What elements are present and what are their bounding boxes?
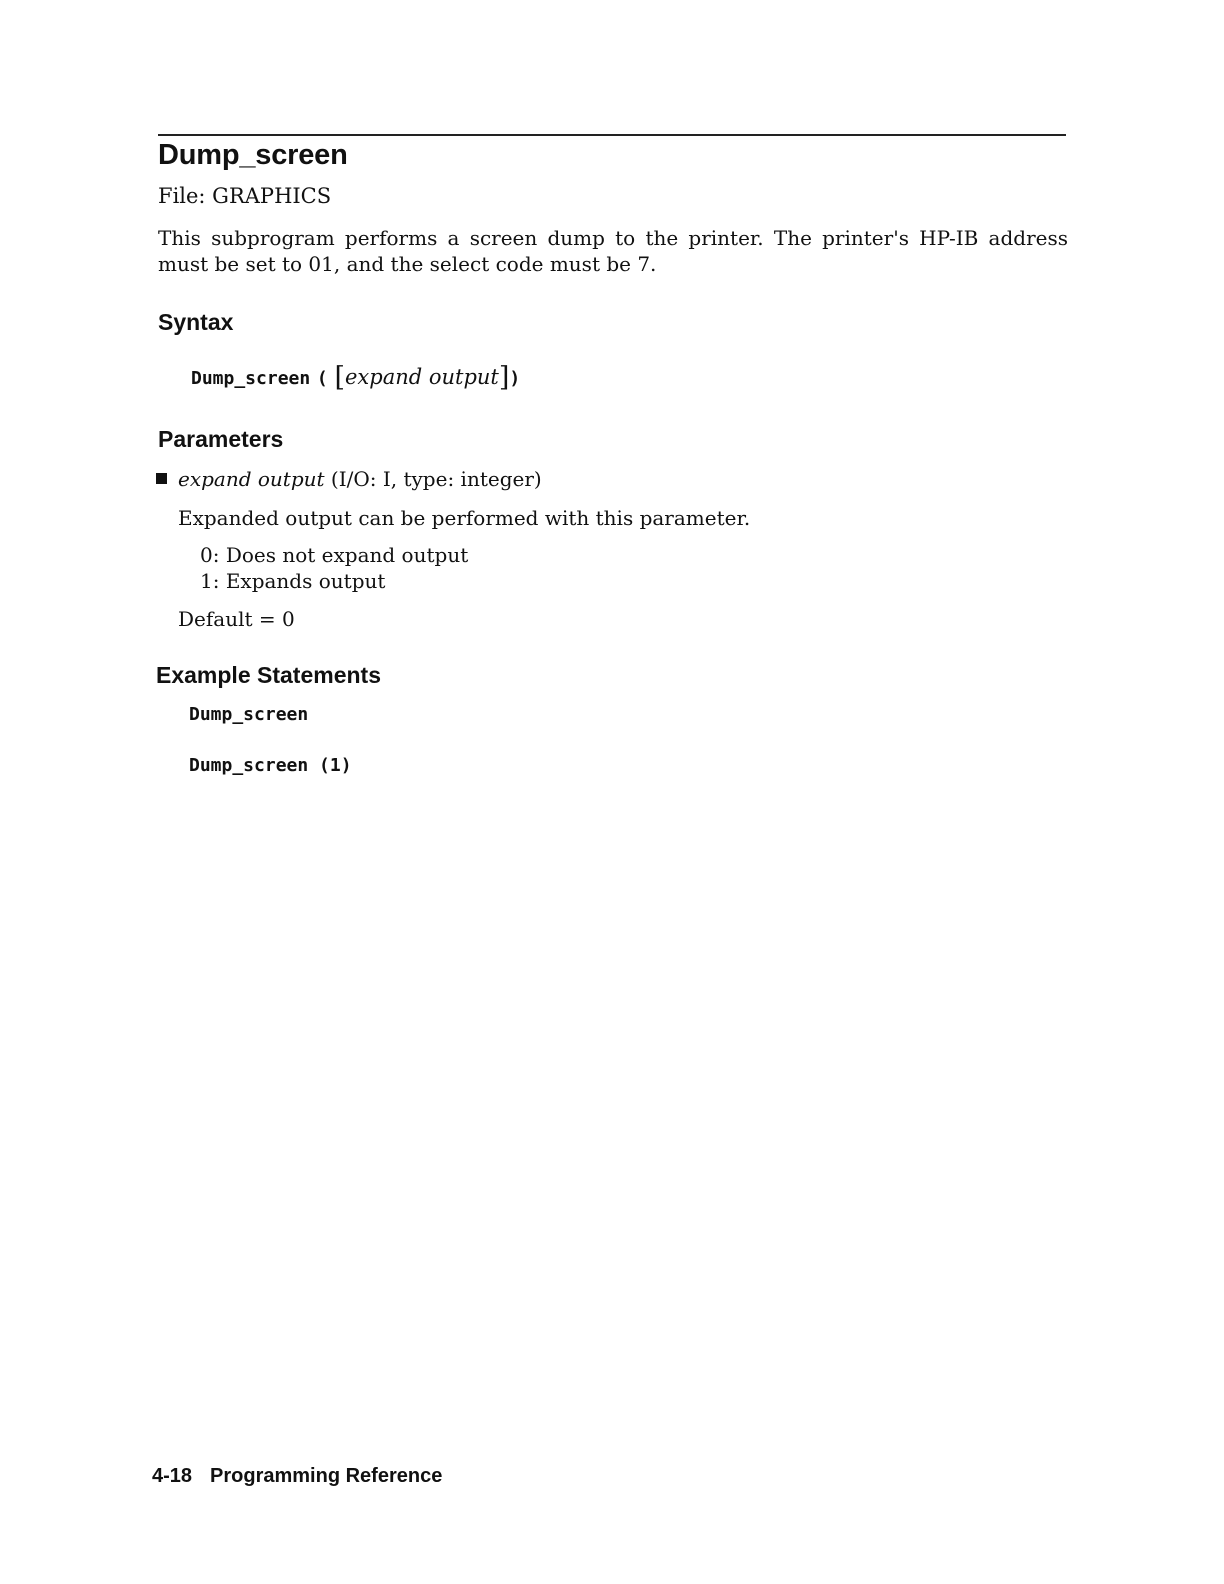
page-footer xyxy=(152,1465,442,1488)
parameter-spec: (I/O: I, type: integer) xyxy=(330,467,542,491)
file-line: File: GRAPHICS xyxy=(158,184,332,208)
title-rule xyxy=(158,134,1066,136)
example-statement: Dump_screen xyxy=(189,704,309,725)
syntax-open-paren: ( xyxy=(316,368,328,389)
syntax-statement xyxy=(191,362,520,393)
page-title: Dump_screen xyxy=(158,139,348,171)
syntax-param: expand output xyxy=(344,365,499,389)
parameter-default: Default = 0 xyxy=(178,607,295,631)
parameter-option: 1: Expands output xyxy=(200,569,386,593)
description: This subprogram performs a screen dump to the printer. The printer's HP-IB address must be set to 01, and the select code must be 7. xyxy=(158,226,1068,276)
syntax-heading: Syntax xyxy=(158,309,234,335)
syntax-left-bracket: [ xyxy=(334,362,345,393)
footer-label: Programming Reference xyxy=(210,1465,443,1487)
examples-heading: Example Statements xyxy=(156,662,381,688)
parameter-name: expand output xyxy=(178,467,325,491)
syntax-close-paren: ) xyxy=(509,368,521,389)
parameter-option: 0: Does not expand output xyxy=(200,543,469,567)
page-number: 4-18 xyxy=(152,1465,193,1487)
parameter-item xyxy=(156,467,542,491)
parameters-heading: Parameters xyxy=(158,426,284,452)
syntax-command: Dump_screen xyxy=(191,368,311,389)
parameter-description: Expanded output can be performed with this parameter. xyxy=(178,506,751,530)
example-statement: Dump_screen (1) xyxy=(189,755,352,776)
syntax-right-bracket: ] xyxy=(498,362,510,393)
square-bullet-icon xyxy=(156,473,167,484)
